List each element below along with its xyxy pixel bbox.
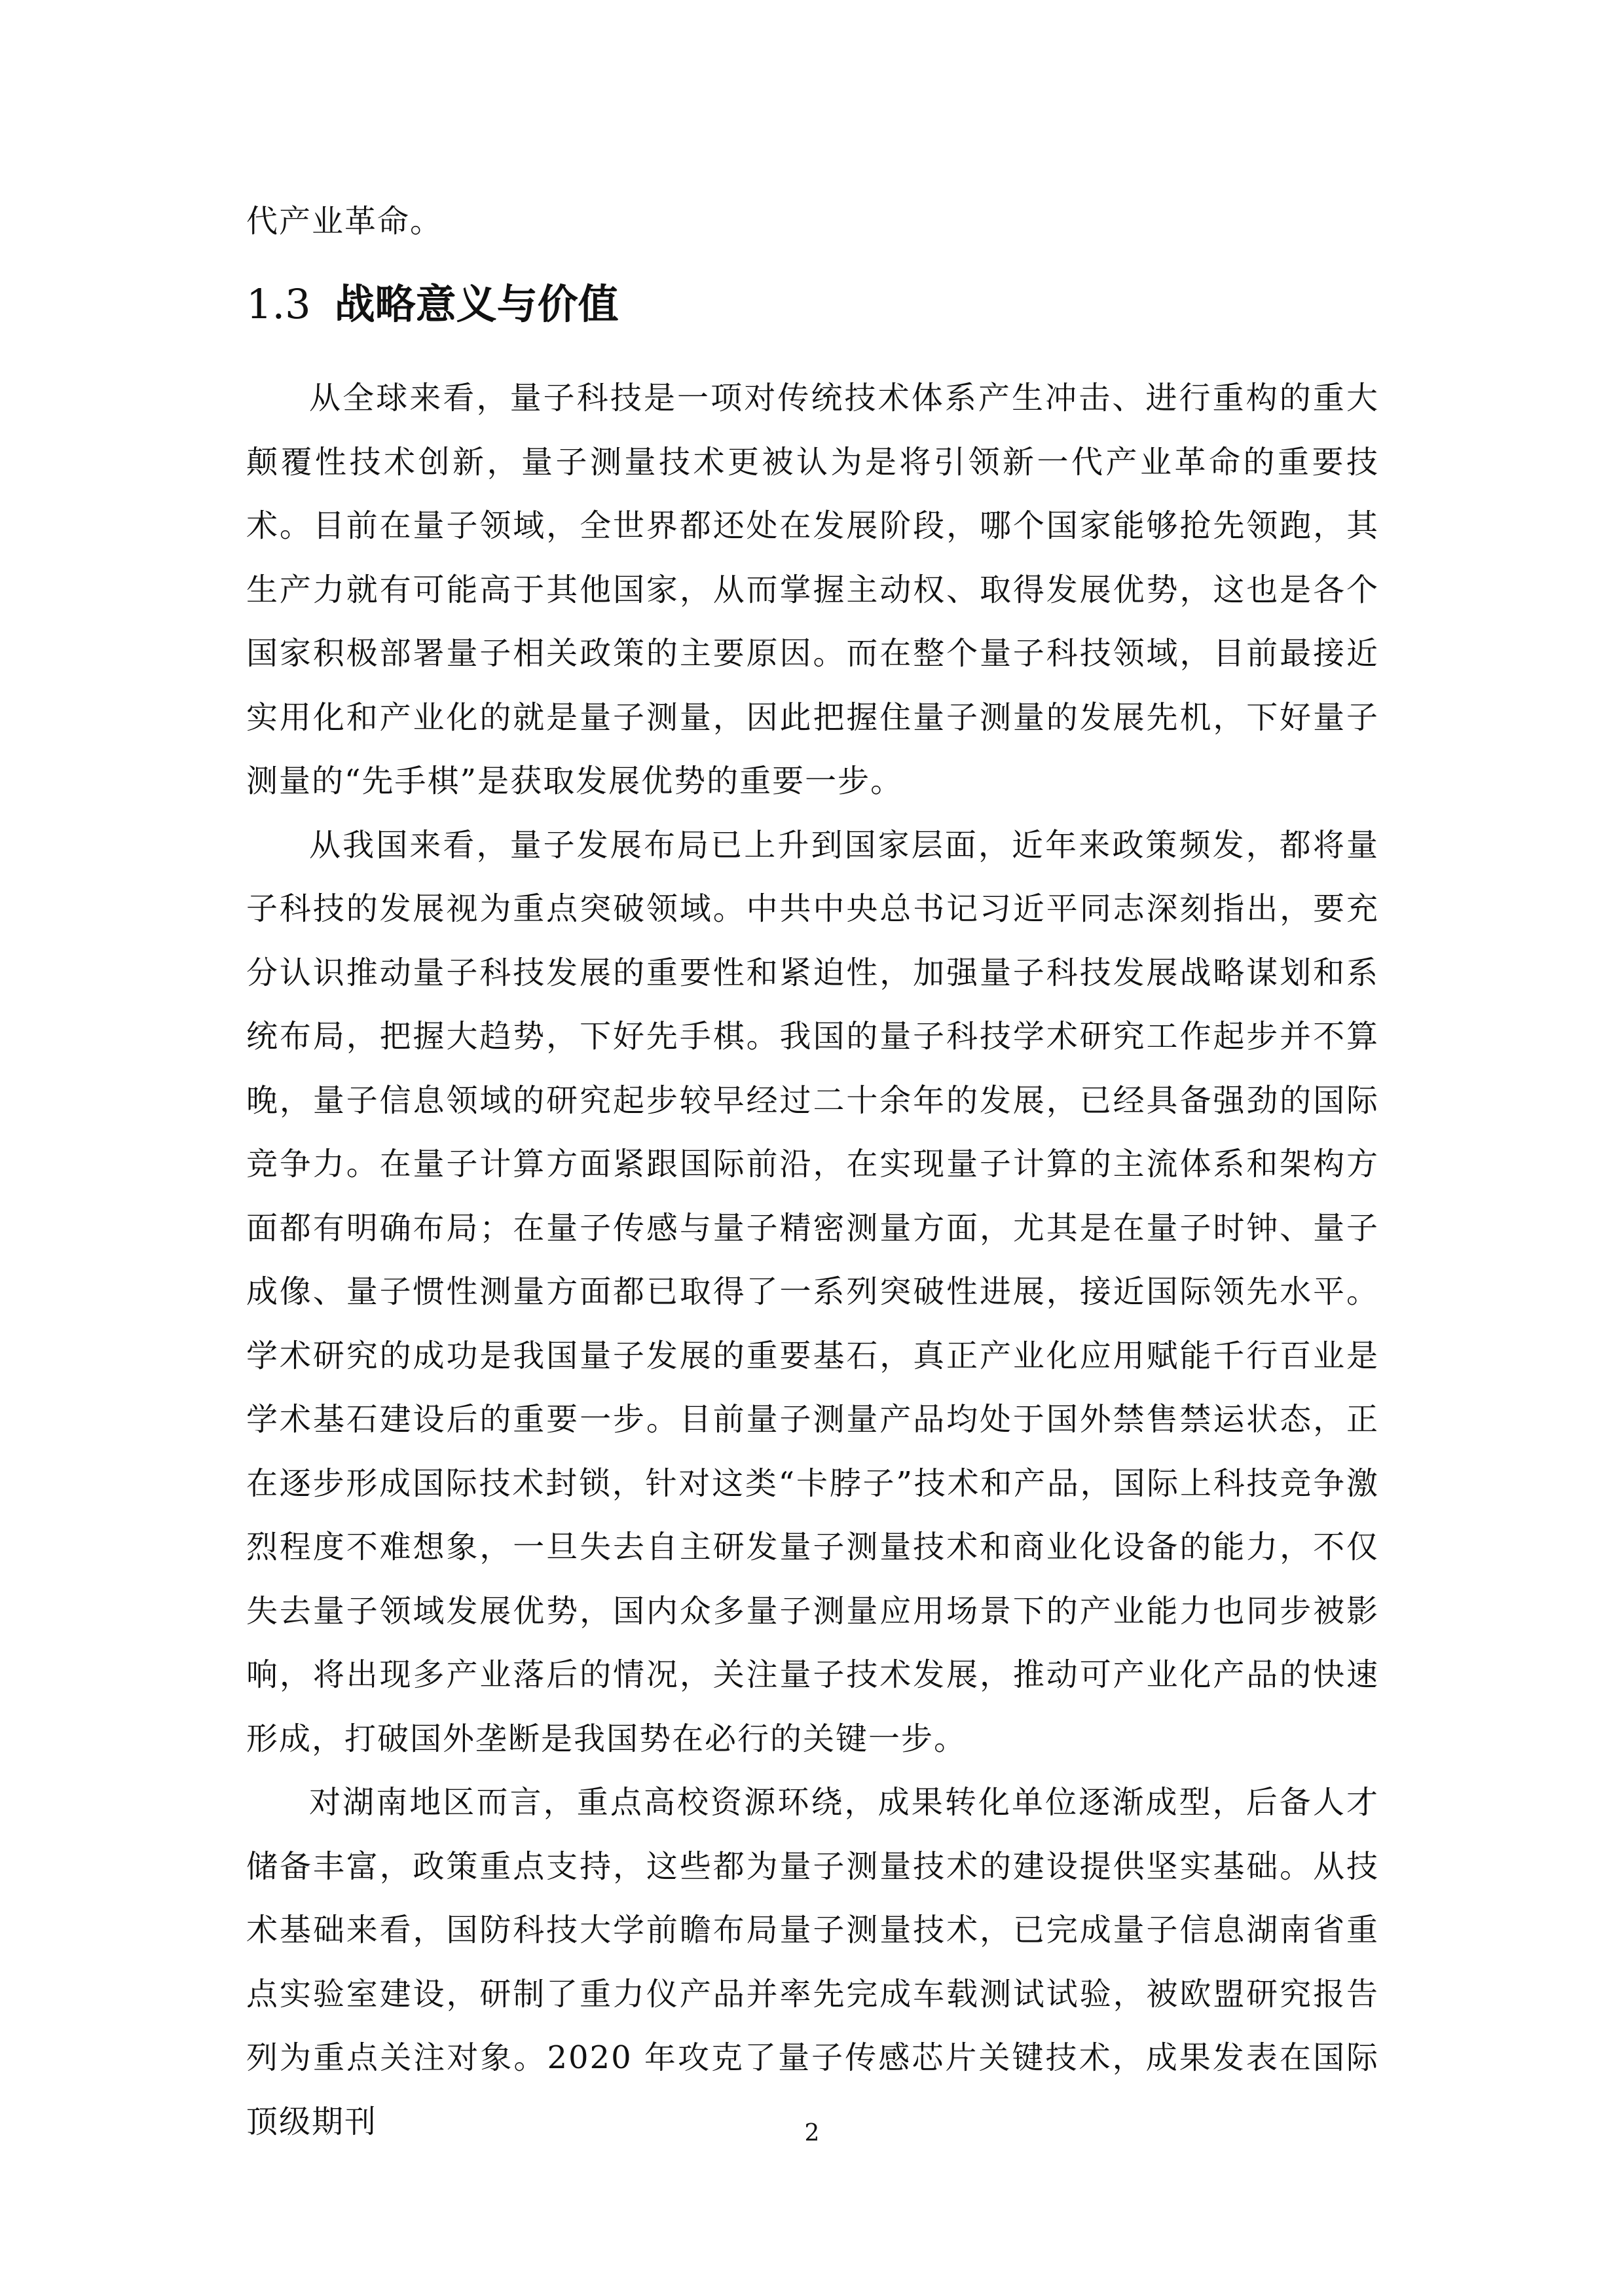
section-title: 战略意义与价值 xyxy=(334,280,619,328)
body-text xyxy=(246,367,1379,2154)
paragraph-national-view: 从我国来看，量子发展布局已上升到国家层面，近年来政策频发，都将量子科技的发展视为重点突破领域。中共中央总书记习近平同志深刻指出，要充分认识推动量子科技发展的重要性和紧迫性，加强量子科技发展战略谋划和系统布局，把握大趋势，下好先手棋。我国的量子科技学术研究工作起步并不算晚，量子信息领域的研究起步较早经过二十余年的发展，已经具备强劲的国际竞争力。在量子计算方面紧跟国际前沿，在实现量子计算的主流体系和架构方面都有明确布局；在量子传感与量子精密测量方面，尤其是在量子时钟、量子成像、量子惯性测量方面都已取得了一系列突破性进展，接近国际领先水平。学术研究的成功是我国量子发展的重要基石，真正产业化应用赋能千行百业是学术基石建设后的重要一步。目前量子测量产品均处于国外禁售禁运状态，正在逐步形成国际技术封锁，针对这类“卡脖子”技术和产品，国际上科技竞争激烈程度不难想象，一旦失去自主研发量子测量技术和商业化设备的能力，不仅失去量子领域发展优势，国内众多量子测量应用场景下的产业能力也同步被影响，将出现多产业落后的情况，关注量子技术发展，推动可产业化产品的快速形成，打破国外垄断是我国势在必行的关键一步。 xyxy=(246,826,1379,1757)
carry-over-line: 代产业革命。 xyxy=(246,203,443,240)
page-number: 2 xyxy=(804,2120,820,2147)
section-number: 1.3 xyxy=(246,280,311,328)
section-heading xyxy=(246,268,1379,340)
paragraph-hunan-view: 对湖南地区而言，重点高校资源环绕，成果转化单位逐渐成型，后备人才储备丰富，政策重点支持，这些都为量子测量技术的建设提供坚实基础。从技术基础来看，国防科技大学前瞻布局量子测量技术，已完成量子信息湖南省重点实验室建设，研制了重力仪产品并率先完成车载测试试验，被欧盟研究报告列为重点关注对象。2020 年攻克了量子传感芯片关键技术，成果发表在国际顶级期刊 xyxy=(246,1784,1379,2140)
paragraph-global-view: 从全球来看，量子科技是一项对传统技术体系产生冲击、进行重构的重大颠覆性技术创新，量子测量技术更被认为是将引领新一代产业革命的重要技术。目前在量子领域，全世界都还处在发展阶段，哪个国家能够抢先领跑，其生产力就有可能高于其他国家，从而掌握主动权、取得发展优势，这也是各个国家积极部署量子相关政策的主要原因。而在整个量子科技领域，目前最接近实用化和产业化的就是量子测量，因此把握住量子测量的发展先机，下好量子测量的“先手棋”是获取发展优势的重要一步。 xyxy=(246,380,1379,799)
